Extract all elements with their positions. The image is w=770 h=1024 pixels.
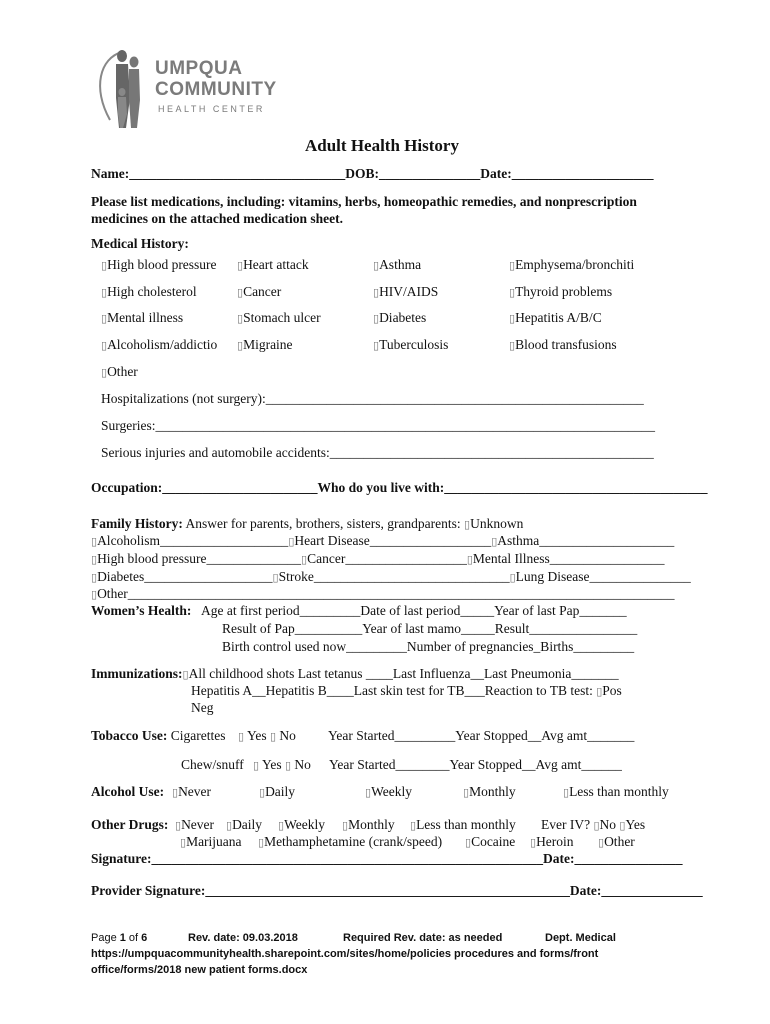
checkbox-icon[interactable]: ▯ (596, 685, 603, 698)
option-label: Less than monthly (416, 817, 516, 832)
tobacco-line-1 (91, 728, 225, 744)
option-less-than-monthly[interactable] (410, 817, 516, 833)
family-diabetes-field[interactable]: Diabetes___________________ (97, 569, 273, 584)
medication-instructions: Please list medications, including: vitamins, herbs, homeopathic remedies, and nonprescription medicines on the attached medication sheet. (91, 194, 637, 226)
checkbox-icon[interactable]: ▯ (91, 588, 98, 601)
page-title: Adult Health History (305, 136, 459, 155)
date-field[interactable]: _____________________ (511, 166, 654, 181)
option-blood-transfusions[interactable] (509, 337, 617, 353)
checkbox-icon[interactable]: ▯ (278, 819, 285, 832)
checkbox-icon[interactable]: ▯ (598, 836, 605, 849)
checkbox-icon[interactable]: ▯ (101, 259, 108, 272)
option-high-blood-pressure[interactable] (101, 257, 217, 273)
option-label: Other (107, 364, 138, 379)
surgeries-field[interactable]: Surgeries:__________________________________________________________________________ (101, 418, 655, 433)
option-monthly[interactable] (463, 784, 516, 800)
family-history-line-3 (91, 569, 691, 585)
page-current: 1 (119, 932, 126, 944)
page-total: 6 (141, 932, 148, 944)
checkbox-icon[interactable]: ▯ (238, 730, 245, 743)
checkbox-icon[interactable]: ▯ (237, 286, 244, 299)
family-history-line-2 (91, 551, 665, 567)
family-lung-disease-field[interactable]: Lung Disease_______________ (515, 569, 691, 584)
provider-signature-line (91, 883, 703, 899)
checkbox-icon[interactable]: ▯ (91, 535, 98, 548)
option-label: Cocaine (471, 834, 516, 849)
checkbox-icon[interactable]: ▯ (253, 759, 260, 772)
option-less-than-monthly[interactable] (563, 784, 669, 800)
tb-neg-option[interactable]: Neg (191, 700, 214, 715)
option-label: Weekly (284, 817, 325, 832)
checkbox-icon[interactable]: ▯ (530, 836, 537, 849)
chew-label: Chew/snuff (181, 757, 244, 772)
option-label: Cancer (243, 284, 282, 299)
option-daily[interactable] (259, 784, 295, 800)
option-label: Never (181, 817, 215, 832)
option-label: High cholesterol (107, 284, 197, 299)
immunizations-fields-2[interactable]: Hepatitis A__Hepatitis B____Last skin test for TB___Reaction to TB test: (191, 683, 597, 698)
iv-yes-option: Yes (625, 817, 646, 832)
checkbox-icon[interactable]: ▯ (464, 518, 471, 531)
option-label: Tuberculosis (379, 337, 449, 352)
checkbox-icon[interactable]: ▯ (365, 786, 372, 799)
checkbox-icon[interactable]: ▯ (284, 759, 292, 772)
checkbox-icon[interactable]: ▯ (463, 786, 470, 799)
checkbox-icon[interactable]: ▯ (175, 819, 182, 832)
footer-dept: Dept. Medical (545, 932, 616, 944)
footer-page-number (91, 932, 147, 944)
logo (92, 48, 277, 130)
occupation-field[interactable]: _______________________ (162, 480, 318, 495)
checkbox-icon[interactable]: ▯ (101, 339, 108, 352)
option-never[interactable] (175, 817, 214, 833)
option-monthly[interactable] (342, 817, 395, 833)
immunizations-line-1 (91, 666, 619, 682)
logo-line-1: UMPQUA (155, 58, 243, 79)
option-weekly[interactable] (365, 784, 412, 800)
alcohol-label: Alcohol Use: (91, 784, 165, 799)
option-cocaine[interactable] (465, 834, 515, 850)
cig-yes-option: Yes (246, 728, 267, 743)
checkbox-icon[interactable]: ▯ (91, 571, 98, 584)
dob-label: DOB: (345, 166, 379, 181)
provider-date-field[interactable]: _______________ (601, 883, 703, 898)
signature-field[interactable]: __________________________________________________________ (151, 851, 544, 866)
logo-figures-icon (92, 48, 152, 130)
option-heroin[interactable] (530, 834, 574, 850)
option-label: Mental illness (107, 310, 184, 325)
option-label: Stomach ulcer (243, 310, 321, 325)
hospitalizations-field[interactable]: Hospitalizations (not surgery):________________________________________________________ (101, 391, 644, 406)
checkbox-icon[interactable]: ▯ (237, 312, 244, 325)
footer-path-line-1: https://umpquacommunityhealth.sharepoint.com/sites/home/policies procedures and forms/front (91, 948, 599, 960)
family-history-header (91, 516, 523, 532)
checkbox-icon[interactable]: ▯ (373, 259, 380, 272)
checkbox-icon[interactable]: ▯ (101, 366, 108, 379)
checkbox-icon[interactable]: ▯ (172, 786, 179, 799)
family-other-field[interactable]: Other_________________________________________________________________________________ (97, 586, 675, 601)
provider-signature-label: Provider Signature: (91, 883, 206, 898)
logo-line-2: COMMUNITY (155, 79, 277, 100)
option-daily[interactable] (226, 817, 262, 833)
chew-yes-no (253, 757, 311, 773)
option-mental-illness[interactable] (101, 310, 183, 326)
occupation-label: Occupation: (91, 480, 163, 495)
live-with-field[interactable]: _______________________________________ (444, 480, 708, 495)
option-label: Methamphetamine (crank/speed) (264, 834, 443, 849)
checkbox-icon[interactable]: ▯ (237, 339, 244, 352)
ever-iv-label: Ever IV? (541, 817, 591, 832)
checkbox-icon[interactable]: ▯ (509, 259, 516, 272)
option-migraine[interactable] (237, 337, 293, 353)
medical-history-label: Medical History: (91, 236, 189, 251)
option-hepatitis-a-b-c[interactable] (509, 310, 602, 326)
chew-year-fields[interactable]: Year Started________Year Stopped__Avg amt______ (329, 757, 622, 772)
option-label: Heroin (536, 834, 574, 849)
checkbox-icon[interactable]: ▯ (373, 286, 380, 299)
chew-yes-option: Yes (261, 757, 282, 772)
other-drugs-label: Other Drugs: (91, 817, 169, 832)
option-thyroid-problems[interactable] (509, 284, 612, 300)
checkbox-icon[interactable]: ▯ (237, 259, 244, 272)
checkbox-icon[interactable]: ▯ (101, 312, 108, 325)
date-label: Date: (480, 166, 512, 181)
dob-field[interactable]: _______________ (378, 166, 481, 181)
checkbox-icon[interactable]: ▯ (465, 836, 472, 849)
checkbox-icon[interactable]: ▯ (226, 819, 233, 832)
logo-line-3: HEALTH CENTER (158, 104, 265, 114)
option-weekly[interactable] (278, 817, 325, 833)
family-stroke-field[interactable]: Stroke_____________________________ (278, 569, 510, 584)
checkbox-icon[interactable]: ▯ (373, 312, 380, 325)
checkbox-icon[interactable]: ▯ (288, 535, 295, 548)
family-mental-illness-field[interactable]: Mental Illness_________________ (472, 551, 665, 566)
option-label: Emphysema/bronchiti (515, 257, 635, 272)
checkbox-icon[interactable]: ▯ (91, 553, 98, 566)
option-label: Migraine (243, 337, 293, 352)
checkbox-icon[interactable]: ▯ (342, 819, 349, 832)
option-other[interactable] (101, 364, 138, 380)
option-high-cholesterol[interactable] (101, 284, 197, 300)
option-hiv-aids[interactable] (373, 284, 438, 300)
signature-label: Signature: (91, 851, 152, 866)
cig-year-fields[interactable]: Year Started_________Year Stopped__Avg amt_______ (328, 728, 635, 743)
cig-no-option: No (279, 728, 296, 743)
signature-date-label: Date: (543, 851, 575, 866)
option-tuberculosis[interactable] (373, 337, 448, 353)
checkbox-icon[interactable]: ▯ (180, 836, 187, 849)
option-other[interactable] (598, 834, 635, 850)
option-label: Blood transfusions (515, 337, 617, 352)
tobacco-label: Tobacco Use: (91, 728, 168, 743)
checkbox-icon[interactable]: ▯ (509, 339, 516, 352)
checkbox-icon[interactable]: ▯ (101, 286, 108, 299)
ever-iv-group (541, 817, 645, 833)
provider-date-label: Date: (569, 883, 602, 898)
checkbox-icon[interactable]: ▯ (563, 786, 570, 799)
checkbox-icon[interactable]: ▯ (509, 286, 516, 299)
option-label: Asthma (379, 257, 422, 272)
option-label: Diabetes (379, 310, 427, 325)
option-stomach-ulcer[interactable] (237, 310, 321, 326)
family-high-bp-field[interactable]: High blood pressure______________ (97, 551, 302, 566)
checkbox-icon[interactable]: ▯ (272, 571, 279, 584)
chew-no-option: No (294, 757, 311, 772)
checkbox-icon[interactable]: ▯ (182, 668, 189, 681)
option-cancer[interactable] (237, 284, 281, 300)
iv-no-option: No (599, 817, 617, 832)
immunizations-fields-1[interactable]: All childhood shots Last tetanus ____Last Influenza__Last Pneumonia_______ (188, 666, 619, 681)
option-methamphetamine-crank-speed[interactable] (258, 834, 442, 850)
footer-path-line-2: office/forms/2018 new patient forms.docx (91, 964, 308, 976)
tb-pos-option: Pos (602, 683, 622, 698)
cigarettes-label: Cigarettes (170, 728, 226, 743)
family-cancer-field[interactable]: Cancer__________________ (307, 551, 467, 566)
womens-health-label: Women’s Health: (91, 603, 192, 618)
name-dob-date-line (91, 166, 653, 182)
family-history-label: Family History: (91, 516, 183, 531)
checkbox-icon[interactable]: ▯ (619, 819, 626, 832)
checkbox-icon[interactable]: ▯ (509, 312, 516, 325)
immunizations-label: Immunizations: (91, 666, 183, 681)
provider-signature-field[interactable]: ______________________________________________________ (205, 883, 570, 898)
option-emphysema-bronchiti[interactable] (509, 257, 634, 273)
womens-health-line-2[interactable]: Result of Pap__________Year of last mamo_____Result________________ (222, 621, 638, 636)
signature-date-field[interactable]: ________________ (574, 851, 683, 866)
womens-health-line-3[interactable]: Birth control used now_________Number of pregnancies_Births_________ (222, 639, 635, 654)
option-diabetes[interactable] (373, 310, 426, 326)
family-heart-disease-field[interactable]: Heart Disease__________________ (294, 533, 492, 548)
option-marijuana[interactable] (180, 834, 242, 850)
checkbox-icon[interactable]: ▯ (410, 819, 417, 832)
option-label: Thyroid problems (515, 284, 613, 299)
family-history-line-1 (91, 533, 674, 549)
cig-yes-no (238, 728, 296, 744)
family-asthma-field[interactable]: Asthma____________________ (497, 533, 675, 548)
option-label: Alcoholism/addictio (107, 337, 218, 352)
checkbox-icon[interactable]: ▯ (593, 819, 600, 832)
option-alcoholism-addictio[interactable] (101, 337, 217, 353)
live-with-label: Who do you live with: (317, 480, 445, 495)
option-label: Never (178, 784, 212, 799)
page-prefix: Page (91, 932, 120, 944)
family-history-line-4 (91, 586, 675, 602)
name-field[interactable]: ________________________________ (129, 166, 346, 181)
womens-health-line-1[interactable]: Age at first period_________Date of last period_____Year of last Pap_______ (201, 603, 627, 618)
checkbox-icon[interactable]: ▯ (258, 836, 265, 849)
family-history-instruction: Answer for parents, brothers, sisters, grandparents: (182, 516, 465, 531)
option-label: Weekly (371, 784, 412, 799)
option-label: Daily (232, 817, 263, 832)
option-label: High blood pressure (107, 257, 217, 272)
immunizations-line-2 (191, 683, 622, 699)
checkbox-icon[interactable]: ▯ (373, 339, 380, 352)
checkbox-icon[interactable]: ▯ (466, 553, 473, 566)
checkbox-icon[interactable]: ▯ (491, 535, 498, 548)
option-never[interactable] (172, 784, 211, 800)
option-label: HIV/AIDS (379, 284, 439, 299)
checkbox-icon[interactable]: ▯ (269, 730, 277, 743)
footer-required-rev: Required Rev. date: as needed (343, 932, 503, 944)
option-label: Hepatitis A/B/C (515, 310, 602, 325)
option-label: Less than monthly (569, 784, 669, 799)
option-label: Monthly (348, 817, 395, 832)
checkbox-icon[interactable]: ▯ (509, 571, 516, 584)
occupation-line (91, 480, 708, 496)
unknown-option: Unknown (470, 516, 524, 531)
option-asthma[interactable] (373, 257, 421, 273)
option-label: Daily (265, 784, 296, 799)
signature-line (91, 851, 683, 867)
option-label: Other (604, 834, 635, 849)
family-alcoholism-field[interactable]: Alcoholism___________________ (97, 533, 289, 548)
checkbox-icon[interactable]: ▯ (259, 786, 266, 799)
option-label: Marijuana (186, 834, 242, 849)
name-label: Name: (91, 166, 130, 181)
injuries-field[interactable]: Serious injuries and automobile accidents:________________________________________________ (101, 445, 654, 460)
option-heart-attack[interactable] (237, 257, 309, 273)
footer-rev-date: Rev. date: 09.03.2018 (188, 932, 298, 944)
option-label: Monthly (469, 784, 516, 799)
page-of: of (125, 932, 142, 944)
checkbox-icon[interactable]: ▯ (301, 553, 308, 566)
option-label: Heart attack (243, 257, 309, 272)
